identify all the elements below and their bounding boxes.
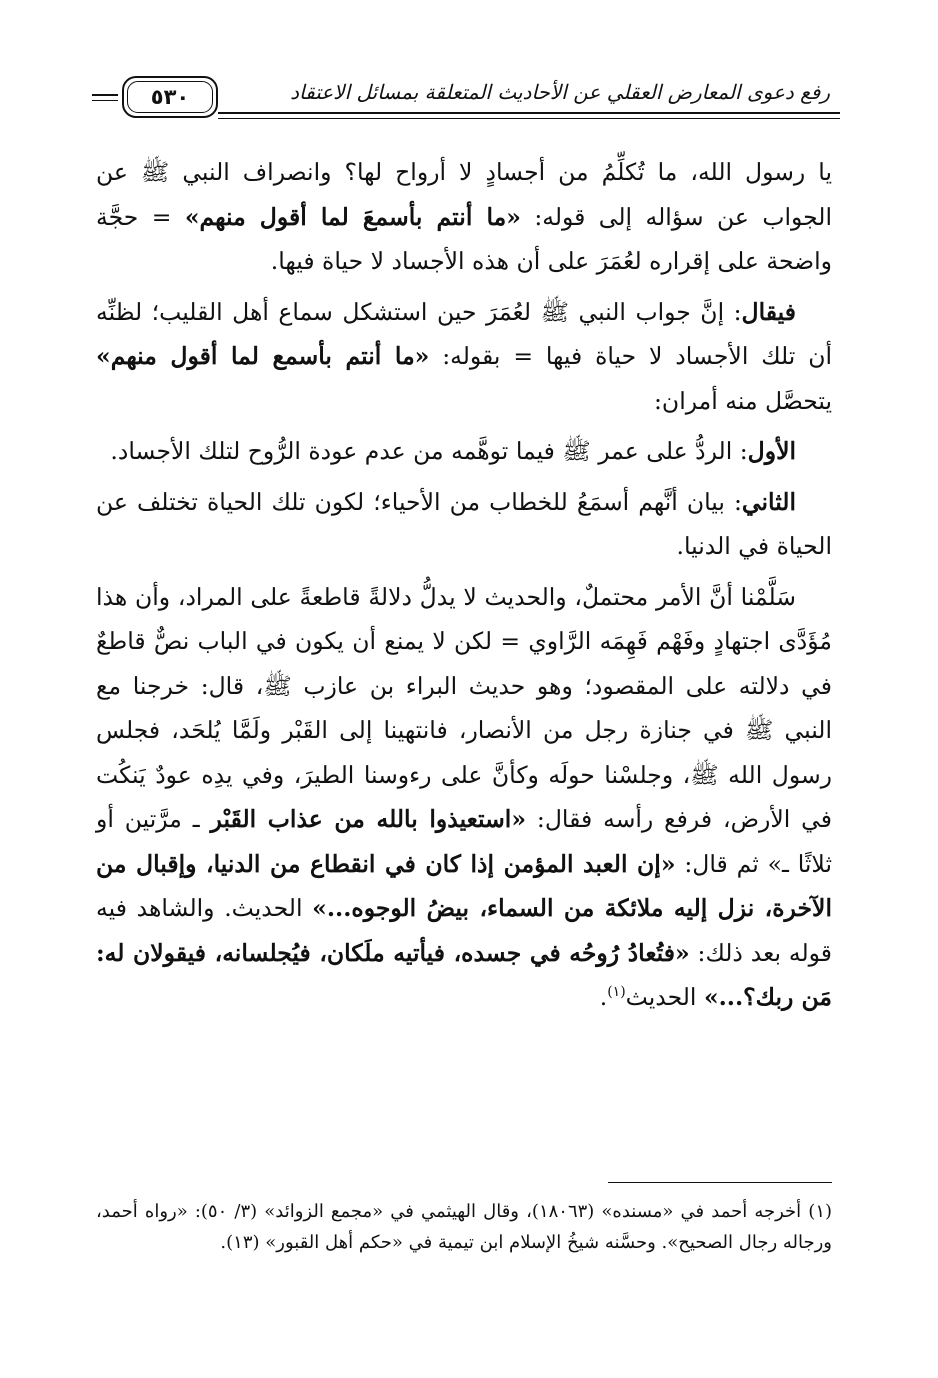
hadith-quote: «ما أنتم بأسمعَ لما أقول منهم»	[184, 202, 521, 231]
lead-term: الثاني	[741, 487, 796, 516]
paragraph: الثاني: بيان أنَّهم أسمَعُ للخطاب من الأحياء؛ لكون تلك الحياة تختلف عن الحياة في الدنيا.	[96, 487, 832, 560]
running-header	[92, 76, 840, 120]
footnote-separator	[608, 1182, 832, 1183]
page-number: ٥٣٠	[150, 85, 190, 109]
main-text	[96, 150, 832, 1026]
header-rule	[92, 94, 118, 96]
footnote-reference[interactable]: (١)	[607, 984, 626, 1001]
hadith-quote: «إن العبد المؤمن إذا كان في انقطاع من الدنيا، وإقبال من الآخرة، نزل إليه ملائكة من السماء، بيضُ الوجوه...»	[96, 849, 832, 922]
footnote-text: أخرجه أحمد في «مسنده» (١٨٠٦٣)، وقال الهيثمي في «مجمع الزوائد» (٣/ ٥٠): «رواه أحمد، ورجاله رجال الصحيح». وحسَّنه شيخُ الإسلام ابن تيمية في «حكم أهل القبور» (١٣).	[96, 1201, 832, 1253]
footnote	[96, 1196, 832, 1258]
hadith-quote: «ما أنتم بأسمع لما أقول منهم»	[96, 342, 430, 370]
footnote-marker: (١)	[808, 1201, 833, 1222]
running-title: رفع دعوى المعارض العقلي عن الأحاديث المتعلقة بمسائل الاعتقاد	[290, 80, 830, 104]
header-rule	[92, 100, 118, 101]
paragraph: يا رسول الله، ما تُكلِّمُ من أجسادٍ لا أرواح لها؟ وانصراف النبي ﷺ عن الجواب عن سؤاله إلى قوله: «ما أنتم بأسمعَ لما أقول منهم» = حجَّة واضحة على إقراره لعُمَرَ على أن هذه الأجساد لا حياة فيها.	[96, 158, 832, 275]
hadith-quote: «استعيذوا بالله من عذاب القَبْر	[210, 805, 527, 833]
paragraph: الأول: الردُّ على عمر ﷺ فيما توهَّمه من عدم عودة الرُّوح لتلك الأجساد.	[110, 437, 796, 465]
paragraph: فيقال: إنَّ جواب النبي ﷺ لعُمَرَ حين استشكل سماع أهل القليب؛ لظنِّه أن تلك الأجساد لا حياة فيها = بقوله: «ما أنتم بأسمع لما أقول منهم» يتحصَّل منه أمران:	[96, 297, 832, 415]
header-rule	[218, 118, 840, 119]
lead-term: الأول	[747, 437, 796, 465]
page-number-frame	[122, 76, 218, 118]
lead-term: فيقال	[741, 297, 796, 326]
paragraph: سَلَّمْنا أنَّ الأمر محتملٌ، والحديث لا يدلُّ دلالةً قاطعةً على المراد، وأن هذا مُؤَدَّى اجتهادٍ وفَهْم فَهِمَه الرَّاوي = لكن لا يمنع أن يكون في الباب نصٌّ قاطعٌ في دلالته على المقصود؛ وهو حديث البراء بن عازب ﷺ، قال: خرجنا مع النبي ﷺ في جنازة رجل من الأنصار، فانتهينا إلى القَبْر ولَمَّا يُلحَد، فجلس رسول الله ﷺ، وجلسْنا حولَه وكأنَّ على رءوسنا الطيرَ، وفي يدِه عودٌ يَنكُت في الأرض، فرفع رأسه فقال: «استعيذوا بالله من عذاب القَبْر ـ مرَّتين أو ثلاثًا ـ» ثم قال: «إن العبد المؤمن إذا كان في انقطاع من الدنيا، وإقبال من الآخرة، نزل إليه ملائكة من السماء، بيضُ الوجوه...» الحديث. والشاهد فيه قوله بعد ذلك: «فتُعادُ رُوحُه في جسده، فيأتيه ملَكان، فيُجلسانه، فيقولان له: مَن ربك؟...» الحديث$^{(١)}$.	[96, 582, 833, 1011]
header-rule	[218, 112, 840, 114]
hadith-quote: «فتُعادُ رُوحُه في جسده، فيأتيه ملَكان، فيُجلسانه، فيقولان له: مَن ربك؟...»	[96, 938, 832, 1011]
